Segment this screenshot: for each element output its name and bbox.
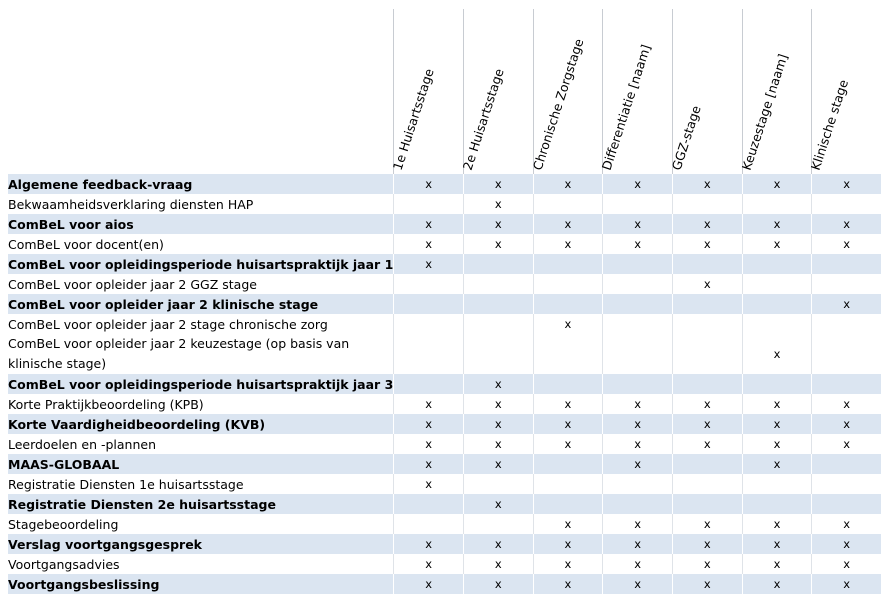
table-cell: x xyxy=(463,534,533,554)
table-cell xyxy=(603,374,673,394)
table-row xyxy=(8,434,881,454)
table-cell xyxy=(812,374,881,394)
table-cell xyxy=(463,254,533,274)
row-label: ComBeL voor opleidingsperiode huisartspraktijk jaar 1 xyxy=(8,254,394,274)
table-cell: x xyxy=(394,534,464,554)
table-cell: x xyxy=(812,514,881,534)
table-cell: x xyxy=(742,454,812,474)
table-row xyxy=(8,234,881,254)
header-row xyxy=(8,9,881,174)
table-row xyxy=(8,214,881,234)
table-cell: x xyxy=(603,554,673,574)
table-cell xyxy=(742,294,812,314)
table-cell xyxy=(394,514,464,534)
table-cell: x xyxy=(463,574,533,594)
table-cell xyxy=(672,454,742,474)
table-cell xyxy=(394,334,464,374)
table-cell xyxy=(672,494,742,514)
table-cell: x xyxy=(672,174,742,194)
table-cell xyxy=(742,254,812,274)
row-label: ComBeL voor opleider jaar 2 stage chronische zorg xyxy=(8,316,328,332)
table-cell xyxy=(533,494,603,514)
table-cell: x xyxy=(394,574,464,594)
table-cell: x xyxy=(672,394,742,414)
table-row xyxy=(8,274,881,294)
table-cell: x xyxy=(742,434,812,454)
table-cell: x xyxy=(742,334,812,374)
table-cell: x xyxy=(603,454,673,474)
table-cell xyxy=(603,494,673,514)
table-cell xyxy=(394,374,464,394)
table-cell: x xyxy=(394,414,464,434)
table-cell: x xyxy=(603,534,673,554)
table-cell xyxy=(533,474,603,494)
table-cell xyxy=(672,294,742,314)
table-cell xyxy=(672,474,742,494)
table-row xyxy=(8,574,881,594)
column-header-label: Differentiatie [naam] xyxy=(599,42,654,173)
table-row xyxy=(8,194,881,214)
table-cell xyxy=(603,294,673,314)
table-cell: x xyxy=(394,434,464,454)
table-cell: x xyxy=(533,574,603,594)
row-label: Korte Vaardigheidbeoordeling (KVB) xyxy=(8,414,394,434)
table-cell: x xyxy=(603,414,673,434)
column-header xyxy=(459,9,533,174)
table-cell: x xyxy=(463,414,533,434)
table-cell xyxy=(533,334,603,374)
table-cell xyxy=(603,334,673,374)
row-label: Voortgangsadvies xyxy=(8,556,120,572)
row-label: ComBeL voor opleidingsperiode huisartspraktijk jaar 3 xyxy=(8,374,394,394)
column-header-label: GGZ-stage xyxy=(668,103,704,172)
table-cell: x xyxy=(742,174,812,194)
table-cell: x xyxy=(672,534,742,554)
table-row xyxy=(8,314,881,334)
row-label: ComBeL voor docent(en) xyxy=(8,236,164,252)
table-cell xyxy=(812,314,881,334)
table-cell xyxy=(394,294,464,314)
table-cell: x xyxy=(463,174,533,194)
table-row xyxy=(8,414,881,434)
table-cell: x xyxy=(463,554,533,574)
row-label: Leerdoelen en -plannen xyxy=(8,436,156,452)
table-cell: x xyxy=(463,374,533,394)
table-cell: x xyxy=(742,414,812,434)
table-cell: x xyxy=(742,534,812,554)
table-cell xyxy=(463,334,533,374)
table-row xyxy=(8,254,881,274)
table-cell xyxy=(603,194,673,214)
table-cell: x xyxy=(742,214,812,234)
table-cell: x xyxy=(394,214,464,234)
column-header xyxy=(390,9,464,174)
table-cell xyxy=(533,254,603,274)
table-cell: x xyxy=(672,214,742,234)
table-cell: x xyxy=(672,574,742,594)
table-cell xyxy=(672,194,742,214)
table-cell xyxy=(533,454,603,474)
table-cell: x xyxy=(812,574,881,594)
table-cell: x xyxy=(603,434,673,454)
table-cell: x xyxy=(812,414,881,434)
table-cell xyxy=(742,274,812,294)
table-cell xyxy=(394,274,464,294)
table-cell: x xyxy=(394,474,464,494)
table-cell xyxy=(463,294,533,314)
row-label: Algemene feedback-vraag xyxy=(8,174,394,194)
row-label: Verslag voortgangsgesprek xyxy=(8,534,394,554)
table-row xyxy=(8,294,881,314)
corner-cell xyxy=(8,9,394,174)
row-label: Stagebeoordeling xyxy=(8,516,119,532)
table-cell: x xyxy=(812,434,881,454)
column-header-label: 2e Huisartsstage xyxy=(459,66,507,172)
table-cell: x xyxy=(533,394,603,414)
table-row xyxy=(8,534,881,554)
table-cell: x xyxy=(463,454,533,474)
table-cell xyxy=(603,314,673,334)
table-cell xyxy=(463,514,533,534)
table-row xyxy=(8,334,881,374)
table-cell: x xyxy=(394,174,464,194)
table-cell: x xyxy=(463,494,533,514)
table-cell: x xyxy=(463,234,533,254)
table-cell: x xyxy=(672,414,742,434)
instrument-stage-matrix xyxy=(8,9,881,594)
row-label: Bekwaamheidsverklaring diensten HAP xyxy=(8,196,254,212)
table-cell: x xyxy=(394,254,464,274)
table-cell: x xyxy=(394,454,464,474)
table-cell: x xyxy=(603,214,673,234)
table-cell xyxy=(812,454,881,474)
table-cell xyxy=(533,274,603,294)
table-cell: x xyxy=(812,174,881,194)
table-cell xyxy=(812,194,881,214)
row-label: ComBeL voor opleider jaar 2 keuzestage (op basis van klinische stage) xyxy=(8,336,350,371)
table-cell: x xyxy=(463,394,533,414)
column-header xyxy=(599,9,673,174)
table-cell: x xyxy=(394,554,464,574)
table-row xyxy=(8,394,881,414)
table-cell: x xyxy=(533,434,603,454)
table-cell xyxy=(672,334,742,374)
table-cell xyxy=(394,194,464,214)
table-cell: x xyxy=(533,174,603,194)
table-cell: x xyxy=(603,174,673,194)
table-cell xyxy=(742,494,812,514)
table-cell: x xyxy=(672,274,742,294)
table-cell: x xyxy=(742,234,812,254)
table-cell: x xyxy=(603,514,673,534)
table-cell xyxy=(742,194,812,214)
table-cell: x xyxy=(812,554,881,574)
table-cell xyxy=(812,274,881,294)
table-cell xyxy=(812,494,881,514)
table-cell xyxy=(672,314,742,334)
table-row xyxy=(8,514,881,534)
column-header xyxy=(808,9,881,174)
column-header xyxy=(668,9,742,174)
table-cell: x xyxy=(742,554,812,574)
table-cell: x xyxy=(533,214,603,234)
table-cell xyxy=(394,494,464,514)
table-cell xyxy=(672,374,742,394)
table-cell: x xyxy=(672,234,742,254)
table-cell: x xyxy=(812,214,881,234)
row-label: Registratie Diensten 2e huisartsstage xyxy=(8,494,394,514)
table-row xyxy=(8,494,881,514)
matrix-body xyxy=(8,174,881,594)
table-cell: x xyxy=(533,314,603,334)
row-label: Korte Praktijkbeoordeling (KPB) xyxy=(8,396,204,412)
column-header xyxy=(529,9,603,174)
table-cell: x xyxy=(533,534,603,554)
table-cell xyxy=(742,374,812,394)
row-label: MAAS-GLOBAAL xyxy=(8,454,394,474)
table-cell xyxy=(463,274,533,294)
table-cell: x xyxy=(533,514,603,534)
column-header-label: Klinische stage xyxy=(808,77,852,172)
table-cell xyxy=(533,294,603,314)
table-cell: x xyxy=(394,394,464,414)
table-cell xyxy=(603,474,673,494)
table-cell: x xyxy=(603,394,673,414)
table-cell: x xyxy=(672,554,742,574)
table-cell xyxy=(603,254,673,274)
table-cell xyxy=(672,254,742,274)
table-cell xyxy=(812,474,881,494)
table-cell: x xyxy=(812,234,881,254)
table-row xyxy=(8,454,881,474)
row-label: Voortgangsbeslissing xyxy=(8,574,394,594)
table-cell: x xyxy=(533,554,603,574)
table-cell: x xyxy=(742,514,812,534)
column-header xyxy=(738,9,812,174)
table-cell: x xyxy=(463,434,533,454)
table-cell xyxy=(812,334,881,374)
table-cell: x xyxy=(742,574,812,594)
table-cell: x xyxy=(463,194,533,214)
table-cell: x xyxy=(533,234,603,254)
table-row xyxy=(8,374,881,394)
table-row xyxy=(8,554,881,574)
column-header-label: Chronische Zorgstage xyxy=(529,36,587,172)
table-cell: x xyxy=(533,414,603,434)
table-cell: x xyxy=(812,394,881,414)
column-header-label: Keuzestage [naam] xyxy=(738,52,791,172)
table-cell xyxy=(463,474,533,494)
table-cell xyxy=(533,374,603,394)
table-cell: x xyxy=(672,434,742,454)
table-cell: x xyxy=(742,394,812,414)
row-label: ComBeL voor opleider jaar 2 GGZ stage xyxy=(8,276,257,292)
table-cell xyxy=(533,194,603,214)
table-cell: x xyxy=(672,514,742,534)
row-label: Registratie Diensten 1e huisartsstage xyxy=(8,476,244,492)
table-cell: x xyxy=(463,214,533,234)
table-cell: x xyxy=(603,574,673,594)
table-cell xyxy=(463,314,533,334)
row-label: ComBeL voor aios xyxy=(8,214,394,234)
table-row xyxy=(8,474,881,494)
table-row xyxy=(8,174,881,194)
table-cell xyxy=(394,314,464,334)
table-cell: x xyxy=(812,534,881,554)
table-cell: x xyxy=(812,294,881,314)
table-cell xyxy=(603,274,673,294)
table-cell xyxy=(742,474,812,494)
table-cell xyxy=(812,254,881,274)
column-header-label: 1e Huisartsstage xyxy=(390,66,437,172)
table-cell: x xyxy=(603,234,673,254)
table-cell xyxy=(742,314,812,334)
row-label: ComBeL voor opleider jaar 2 klinische stage xyxy=(8,294,394,314)
table-cell: x xyxy=(394,234,464,254)
